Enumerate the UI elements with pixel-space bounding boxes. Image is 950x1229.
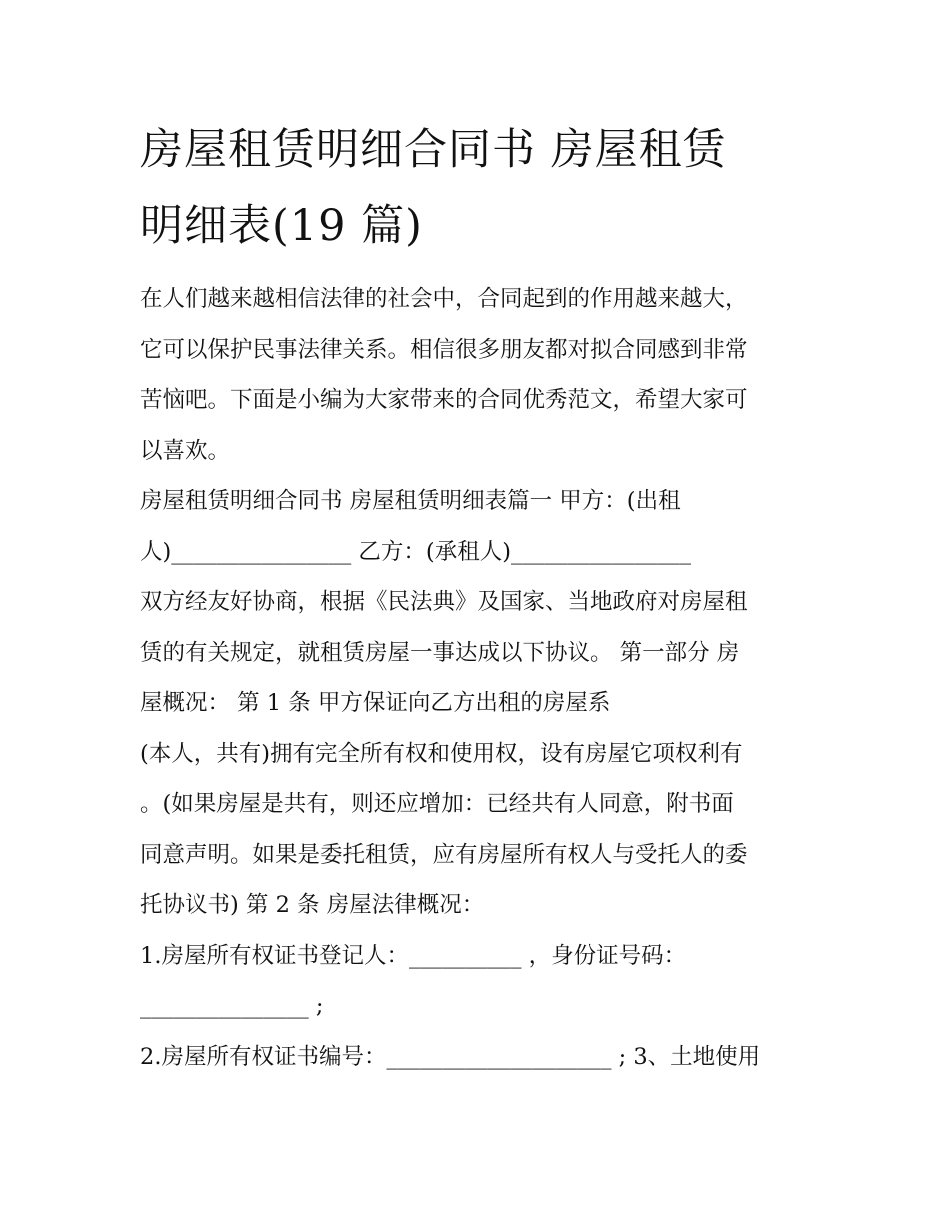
title-line: 明细表(19 篇) [140,201,423,251]
text-line: 以喜欢。 [140,437,231,464]
text-line: 。(如果房屋是共有，则还应增加：已经共有人同意，附书面 [140,791,734,817]
text-line: 在人们越来越相信法律的社会中，合同起到的作用越来越大， [140,286,748,312]
text-line: 房屋租赁明细合同书 房屋租赁明细表篇一 甲方：(出租 [140,488,681,514]
contract-body [140,476,815,1082]
text-line: 2.房屋所有权证书编号：____________________ ; 3、土地使用 [140,1043,761,1070]
text-line: 1.房屋所有权证书登记人：__________ ，身份证号码： [140,942,687,969]
text-line: (本人，共有)拥有完全所有权和使用权，设有房屋它项权利有 [140,740,743,767]
intro-paragraph [140,274,815,476]
text-line: 人)________________ 乙方：(承租人)________________ [140,538,691,565]
text-line: 同意声明。如果是委托租赁，应有房屋所有权人与受托人的委 [140,841,748,868]
text-line: 苦恼吧。下面是小编为大家带来的合同优秀范文，希望大家可 [140,387,748,413]
text-line: _______________ ; [140,993,324,1019]
text-line: 赁的有关规定，就租赁房屋一事达成以下协议。 第一部分 房 [140,639,740,666]
document-title [140,112,815,264]
text-line: 托协议书) 第 2 条 房屋法律概况： [140,892,485,918]
text-line: 它可以保护民事法律关系。相信很多朋友都对拟合同感到非常 [140,336,748,363]
text-line: 屋概况： 第 1 条 甲方保证向乙方出租的房屋系 [140,690,611,716]
text-line: 双方经友好协商，根据《民法典》及国家、当地政府对房屋租 [140,589,748,615]
document-page [140,112,815,1082]
title-line: 房屋租赁明细合同书 房屋租赁 [140,125,727,175]
